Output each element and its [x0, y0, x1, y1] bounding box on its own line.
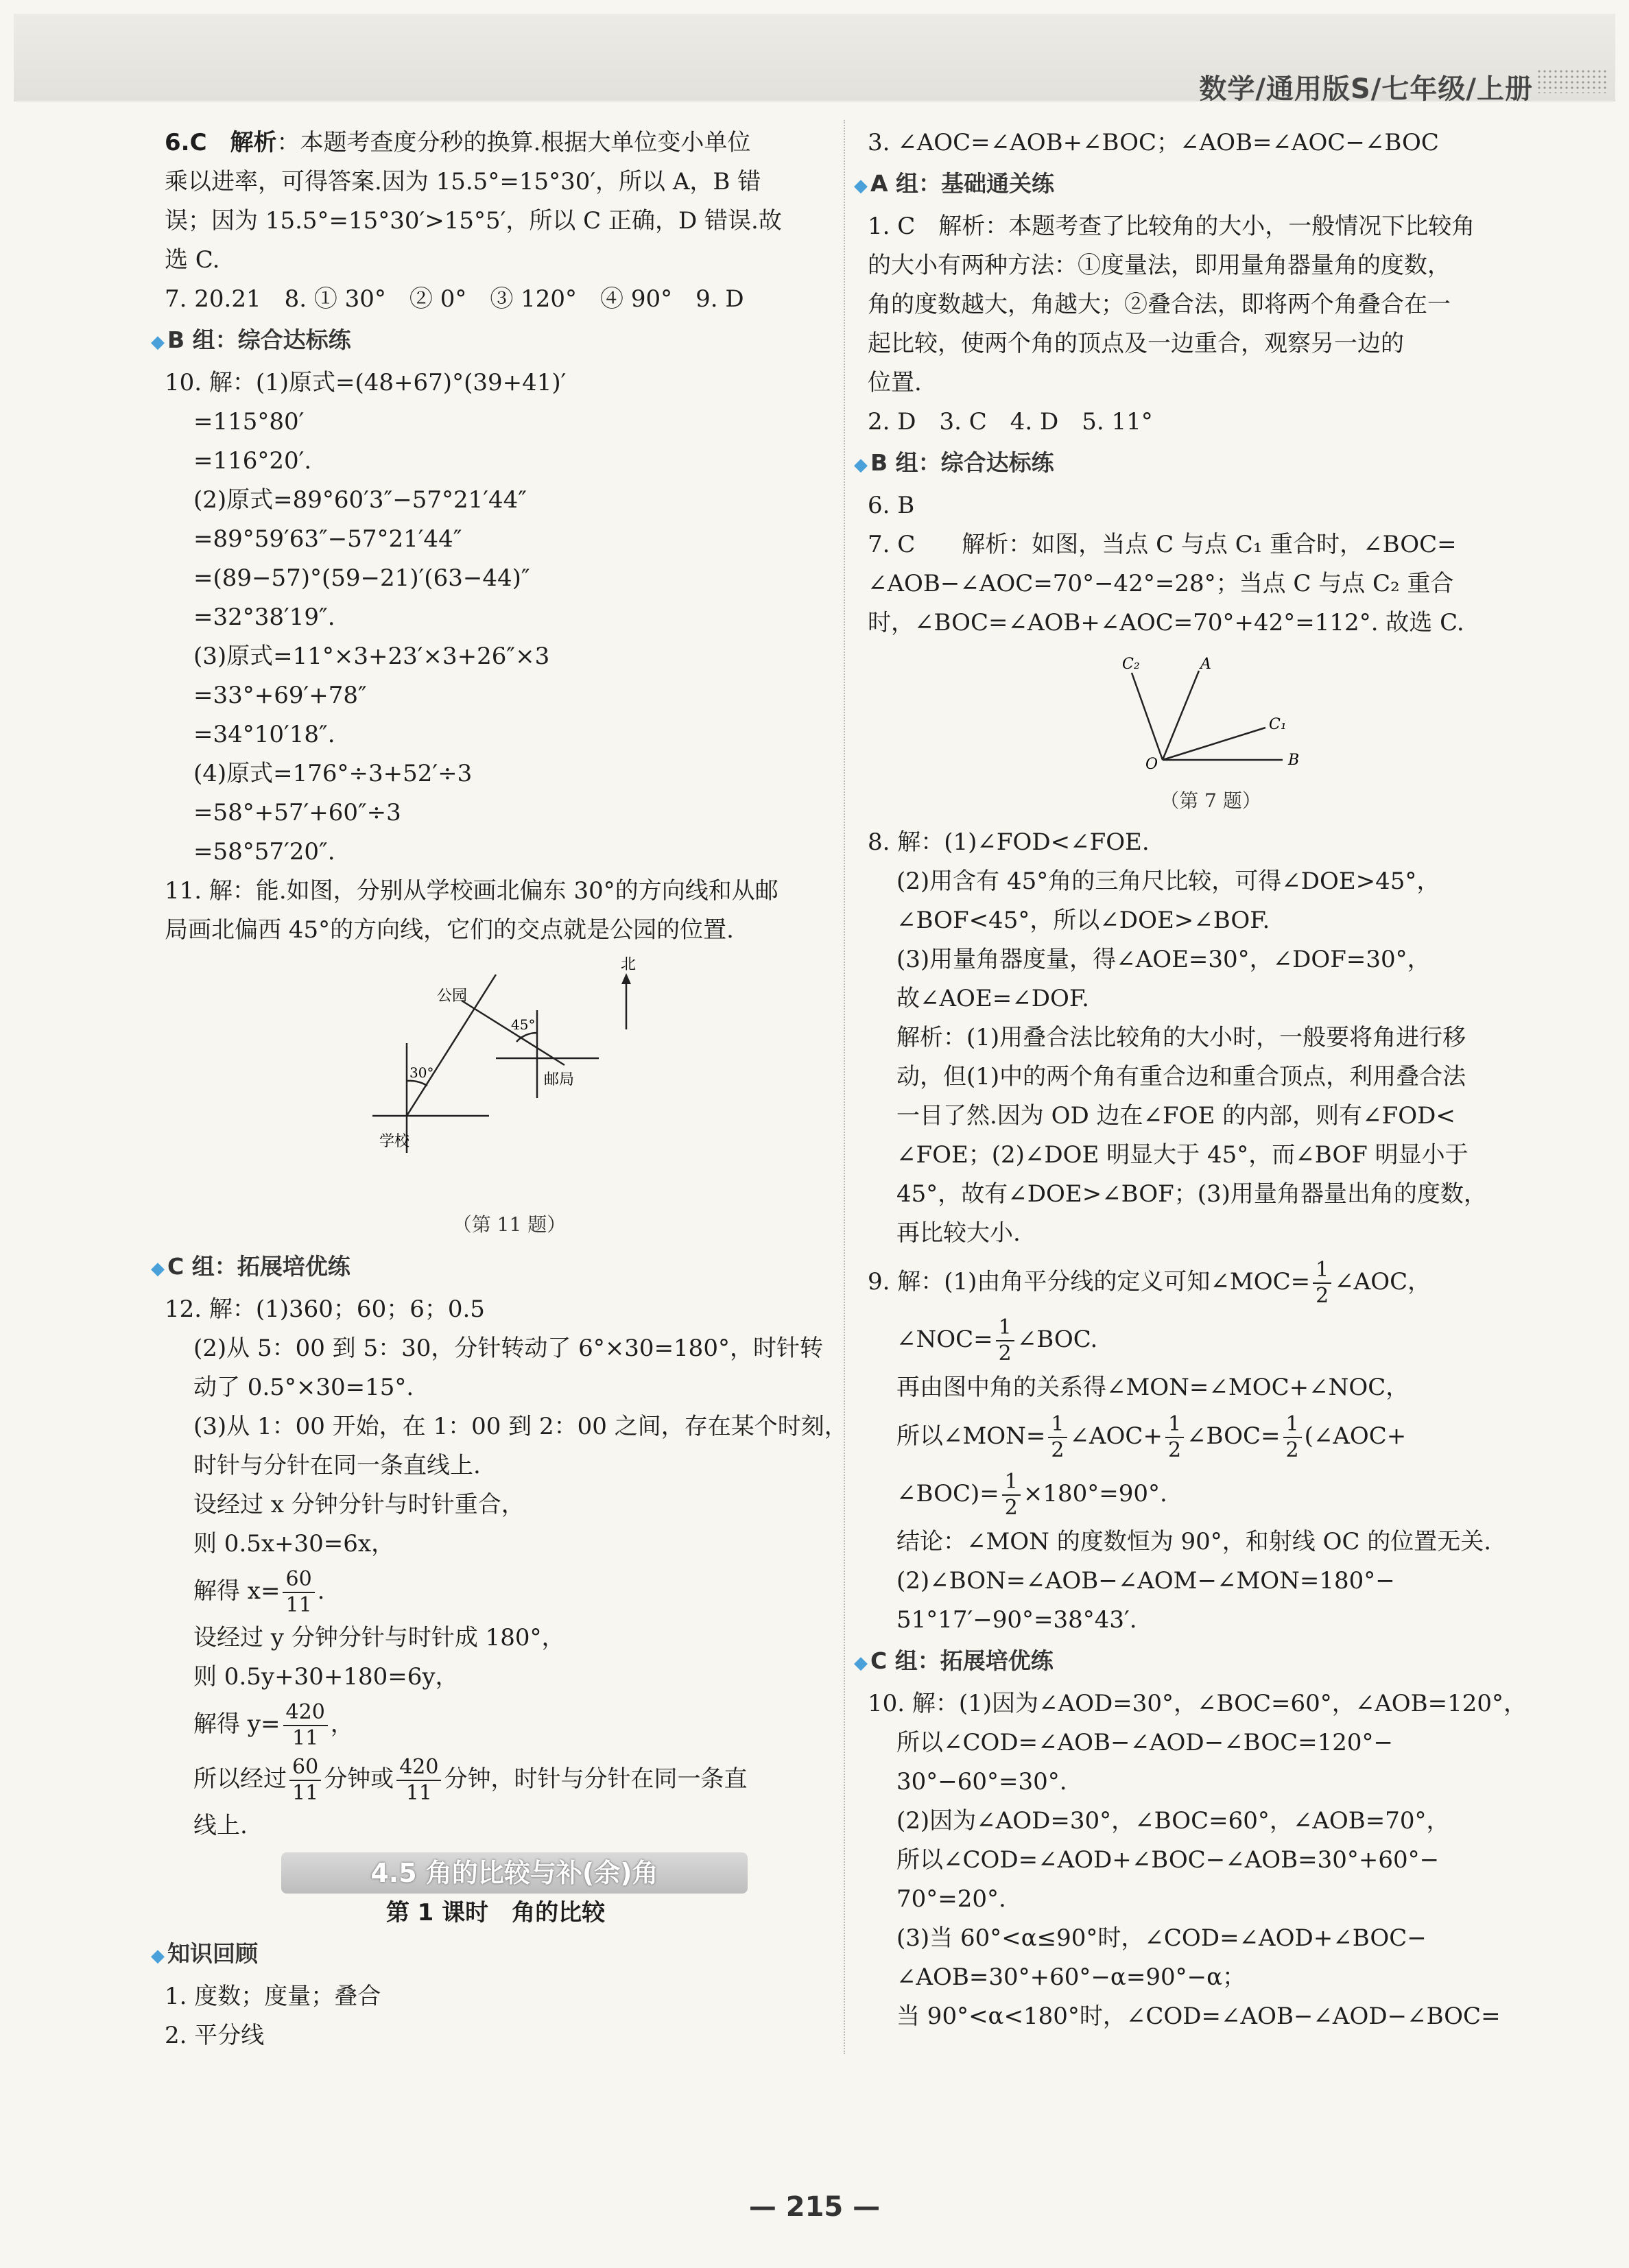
- q12-conclusion: 所以经过 $\frac{60}{11}$ 分钟或 $\frac{420}{11}$ 分钟，时针与分针在同一条直: [193, 1755, 748, 1805]
- r8-line: 动，但(1)中的两个角有重合边和重合顶点，利用叠合法: [896, 1063, 1466, 1090]
- section-a-heading: ◆ A 组：基础通关练: [854, 170, 1055, 197]
- section-b-heading: ◆ B 组：综合达标练: [151, 326, 351, 353]
- q12-solve-y: 解得 y= $\frac{420}{11}$ ，: [193, 1700, 354, 1750]
- q11-line2: 局画北偏西 45°的方向线，它们的交点就是公园的位置.: [165, 916, 734, 944]
- q10-line: =115°80′: [193, 408, 305, 435]
- r8-line: 解析：(1)用叠合法比较角的大小时，一般要将角进行移: [896, 1024, 1466, 1051]
- q10-line: 10. 解：(1)原式=(48+67)°(39+41)′: [165, 369, 567, 396]
- c1-label: C₁: [1269, 716, 1287, 733]
- angle-45-label: 45°: [510, 1016, 535, 1033]
- r3-line: 3. ∠AOC=∠AOB+∠BOC；∠AOB=∠AOC−∠BOC: [868, 129, 1439, 156]
- q12-line: 设经过 x 分钟分针与时针重合，: [193, 1491, 525, 1518]
- figure-7-caption: （第 7 题）: [1160, 789, 1261, 812]
- r9-line: 再由图中角的关系得∠MON=∠MOC+∠NOC，: [896, 1374, 1410, 1401]
- r10-line: 70°=20°.: [896, 1885, 1006, 1913]
- fraction: $\frac{1}{2}$: [1165, 1412, 1184, 1463]
- r8-line: ∠BOF<45°，所以∠DOE>∠BOF.: [896, 907, 1270, 934]
- q12-line: 则 0.5x+30=6x，: [193, 1530, 395, 1557]
- r7-line: 时，∠BOC=∠AOB+∠AOC=70°+42°=112°. 故选 C.: [868, 609, 1464, 636]
- q12-line: 设经过 y 分钟分针与时针成 180°，: [193, 1624, 565, 1651]
- r8-line: ∠FOE；(2)∠DOE 明显大于 45°，而∠BOF 明显小于: [896, 1141, 1469, 1169]
- diamond-icon: ◆: [854, 176, 868, 196]
- r10-line: ∠AOB=30°+60°−α=90°−α；: [896, 1963, 1246, 1991]
- post-label: 邮局: [543, 1071, 574, 1088]
- r2-5-answers: 2. D 3. C 4. D 5. 11°: [868, 408, 1153, 435]
- r9-line: ∠BOC)= $\frac{1}{2}$ ×180°=90°.: [896, 1470, 1167, 1520]
- q6-line3: 误；因为 15.5°=15°30′>15°5′，所以 C 正确，D 错误.故: [165, 207, 782, 235]
- q12-solve-x: 解得 x= $\frac{60}{11}$ .: [193, 1567, 325, 1617]
- fraction: $\frac{1}{2}$: [1313, 1258, 1331, 1309]
- angle-30-label: 30°: [409, 1064, 433, 1081]
- r1-line: 1. C 解析：本题考查了比较角的大小，一般情况下比较角: [868, 213, 1475, 240]
- q12-line: 则 0.5y+30+180=6y，: [193, 1663, 459, 1691]
- fraction: $\frac{1}{2}$: [1283, 1412, 1302, 1463]
- right-column: [854, 123, 1554, 2036]
- section-c-heading: ◆ C 组：拓展培优练: [854, 1647, 1054, 1674]
- q10-line: =32°38′19″.: [193, 604, 335, 631]
- r8-line: (3)用量角器度量，得∠AOE=30°，∠DOF=30°，: [896, 946, 1431, 973]
- diamond-icon: ◆: [854, 1653, 868, 1673]
- q10-line: =(89−57)°(59−21)′(63−44)″: [193, 564, 530, 592]
- q12-line: (3)从 1：00 开始，在 1：00 到 2：00 之间，存在某个时刻，: [193, 1413, 848, 1440]
- review-line: 2. 平分线: [165, 2022, 265, 2049]
- r9-line: 结论：∠MON 的度数恒为 90°，和射线 OC 的位置无关.: [896, 1528, 1492, 1555]
- a-label: A: [1200, 656, 1211, 673]
- fraction: $\frac{1}{2}$: [1048, 1412, 1067, 1463]
- r10-line: (3)当 60°<α≤90°时，∠COD=∠AOD+∠BOC−: [896, 1924, 1427, 1952]
- figure-11: [352, 954, 667, 1201]
- q10-line: =58°57′20″.: [193, 838, 335, 866]
- school-label: 学校: [379, 1133, 409, 1150]
- q11-line1: 11. 解：能.如图，分别从学校画北偏东 30°的方向线和从邮: [165, 877, 778, 905]
- q10-line: =33°+69′+78″: [193, 682, 367, 709]
- q10-line: (2)原式=89°60′3″−57°21′44″: [193, 486, 527, 514]
- r8-line: (2)用含有 45°角的三角尺比较，可得∠DOE>45°，: [896, 868, 1440, 895]
- q10-line: =89°59′63″−57°21′44″: [193, 525, 462, 553]
- r9-line: 9. 解：(1)由角平分线的定义可知∠MOC= $\frac{1}{2}$ ∠AOC，: [868, 1258, 1431, 1308]
- q10-line: (4)原式=176°÷3+52′÷3: [193, 760, 473, 787]
- r10-line: (2)因为∠AOD=30°，∠BOC=60°，∠AOB=70°，: [896, 1807, 1450, 1835]
- figure-7: [1097, 647, 1324, 777]
- figure-11-caption: （第 11 题）: [452, 1213, 567, 1236]
- q10-line: =58°+57′+60″÷3: [193, 799, 401, 826]
- q12-line: 动了 0.5°×30=15°.: [193, 1374, 414, 1401]
- q12-line: 12. 解：(1)360；60；6；0.5: [165, 1296, 485, 1323]
- r9-line: 所以∠MON= $\frac{1}{2}$ ∠AOC+ $\frac{1}{2}$ ∠BOC= $\frac{1}{2}$ (∠AOC+: [896, 1412, 1407, 1462]
- r8-line: 再比较大小.: [896, 1219, 1021, 1247]
- fraction: $\frac{1}{2}$: [996, 1315, 1014, 1366]
- r8-line: 8. 解：(1)∠FOD<∠FOE.: [868, 828, 1150, 856]
- section-banner: 4.5 角的比较与补(余)角: [281, 1852, 748, 1894]
- q10-line: (3)原式=11°×3+23′×3+26″×3: [193, 643, 550, 670]
- left-column: [151, 123, 854, 2055]
- park-label: 公园: [436, 988, 467, 1005]
- c2-label: C₂: [1122, 656, 1140, 673]
- r1-line: 角的度数越大，角越大；②叠合法，即将两个角叠合在一: [868, 291, 1451, 318]
- diamond-icon: ◆: [151, 332, 165, 353]
- r9-line: (2)∠BON=∠AOB−∠AOM−∠MON=180°−: [896, 1567, 1395, 1595]
- q6-line1: 6.C 解析：本题考查度分秒的换算.根据大单位变小单位: [165, 129, 751, 156]
- fraction: $\frac{420}{11}$: [396, 1755, 441, 1806]
- r1-line: 起比较，使两个角的顶点及一边重合，观察另一边的: [868, 330, 1404, 357]
- o-label: O: [1145, 756, 1158, 773]
- review-heading: ◆ 知识回顾: [151, 1940, 258, 1967]
- q10-line: =34°10′18″.: [193, 721, 335, 748]
- section-b-heading: ◆ B 组：综合达标练: [854, 449, 1054, 476]
- q12-line: 线上.: [193, 1812, 248, 1839]
- r8-line: 故∠AOE=∠DOF.: [896, 985, 1089, 1012]
- r7-line: ∠AOB−∠AOC=70°−42°=28°；当点 C 与点 C₂ 重合: [868, 570, 1454, 597]
- q10-line: =116°20′.: [193, 447, 312, 475]
- r1-line: 的大小有两种方法：①度量法，即用量角器量角的度数，: [868, 252, 1451, 279]
- r10-line: 所以∠COD=∠AOD+∠BOC−∠AOB=30°+60°−: [896, 1846, 1440, 1874]
- q12-line: (2)从 5：00 到 5：30，分针转动了 6°×30=180°，时针转: [193, 1335, 823, 1362]
- header-dots: [1536, 69, 1608, 93]
- q6-line4: 选 C.: [165, 246, 220, 274]
- r10-line: 所以∠COD=∠AOB−∠AOD−∠BOC=120°−: [896, 1729, 1394, 1756]
- r7-line: 7. C 解析：如图，当点 C 与点 C₁ 重合时，∠BOC=: [868, 531, 1457, 558]
- r10-line: 30°−60°=30°.: [896, 1768, 1067, 1795]
- fraction: $\frac{1}{2}$: [1002, 1470, 1021, 1520]
- lesson-title: 第 1 课时 角的比较: [385, 1899, 606, 1926]
- north-label: 北: [620, 956, 636, 973]
- r9-line: ∠NOC= $\frac{1}{2}$ ∠BOC.: [896, 1315, 1098, 1365]
- q6-line2: 乘以进率，可得答案.因为 15.5°=15°30′，所以 A，B 错: [165, 168, 761, 195]
- fraction: $\frac{60}{11}$: [283, 1567, 314, 1618]
- q7-9-answers: 7. 20.21 8. ① 30° ② 0° ③ 120° ④ 90° 9. D: [165, 285, 744, 313]
- page-number: — 215 —: [748, 2191, 881, 2223]
- diamond-icon: ◆: [151, 1946, 165, 1966]
- r8-line: 45°，故有∠DOE>∠BOF；(3)用量角器量出角的度数，: [896, 1180, 1487, 1208]
- r10-line: 当 90°<α<180°时，∠COD=∠AOB−∠AOD−∠BOC=: [896, 2003, 1501, 2030]
- fraction: $\frac{60}{11}$: [289, 1755, 321, 1806]
- r6-line: 6. B: [868, 492, 915, 519]
- r1-line: 位置.: [868, 369, 922, 396]
- section-c-heading: ◆ C 组：拓展培优练: [151, 1253, 350, 1280]
- r8-line: 一目了然.因为 OD 边在∠FOE 的内部，则有∠FOD<: [896, 1102, 1455, 1130]
- header-title: 数学/通用版S/七年级/上册: [1199, 73, 1533, 105]
- q12-line: 时针与分针在同一条直线上.: [193, 1452, 481, 1479]
- r9-line: 51°17′−90°=38°43′.: [896, 1606, 1137, 1634]
- b-label: B: [1288, 752, 1300, 769]
- review-line: 1. 度数；度量；叠合: [165, 1983, 381, 2010]
- diamond-icon: ◆: [854, 455, 868, 475]
- r10-line: 10. 解：(1)因为∠AOD=30°，∠BOC=60°，∠AOB=120°，: [868, 1690, 1527, 1717]
- diamond-icon: ◆: [151, 1258, 165, 1279]
- fraction: $\frac{420}{11}$: [283, 1700, 328, 1751]
